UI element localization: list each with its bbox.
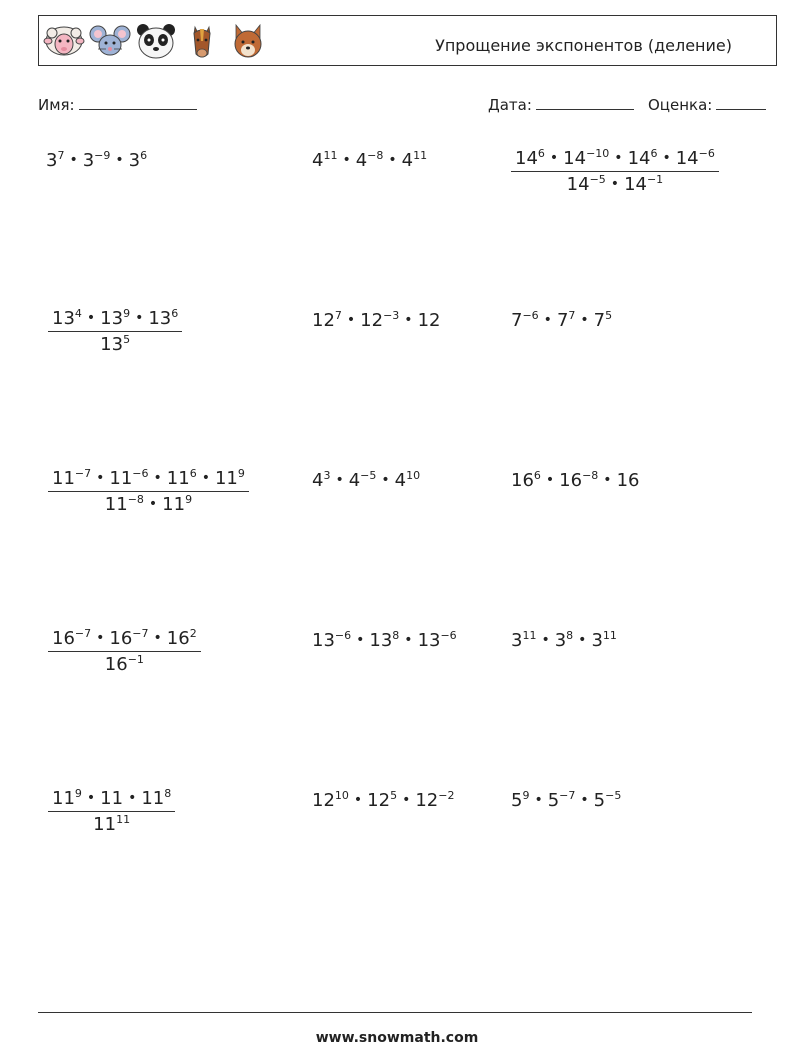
power-term <box>105 654 144 675</box>
multiply-dot: • <box>86 790 96 806</box>
power-term <box>555 630 573 651</box>
base: 12 <box>367 790 391 811</box>
fraction <box>48 788 175 835</box>
power-term <box>617 470 640 491</box>
exponent: 4 <box>74 307 82 320</box>
power-term <box>591 630 616 651</box>
exponent: 7 <box>334 309 342 322</box>
base: 14 <box>515 148 538 169</box>
power-term <box>141 788 171 809</box>
multiply-dot: • <box>128 790 137 806</box>
base: 14 <box>624 174 647 195</box>
exponent: 9 <box>522 789 530 802</box>
multiply-dot: • <box>603 472 612 488</box>
exponent: 9 <box>74 787 82 800</box>
denominator <box>48 492 249 515</box>
power-term <box>167 628 197 649</box>
exponent: −1 <box>646 173 664 186</box>
exponent: −3 <box>383 309 400 322</box>
base: 3 <box>511 630 523 651</box>
multiply-dot: • <box>545 472 555 488</box>
exponent: 11 <box>522 629 537 642</box>
exponent: 5 <box>123 333 131 346</box>
multiply-dot: • <box>335 472 344 488</box>
fraction <box>48 628 201 675</box>
multiply-dot: • <box>353 792 363 808</box>
base: 7 <box>511 310 523 331</box>
power-term <box>511 310 539 331</box>
fraction <box>511 148 719 195</box>
multiply-dot: • <box>404 312 413 328</box>
base: 4 <box>355 150 368 171</box>
power-term <box>312 790 349 811</box>
exponent: 11 <box>602 629 617 642</box>
power-term <box>395 470 420 491</box>
fox-icon <box>226 21 270 61</box>
base: 16 <box>616 470 640 491</box>
base: 16 <box>166 628 190 649</box>
exponent: −8 <box>367 149 384 162</box>
power-term <box>676 148 715 169</box>
base: 13 <box>100 308 124 329</box>
problem-12 <box>511 630 617 651</box>
power-term <box>312 470 330 491</box>
base: 11 <box>52 788 75 809</box>
base: 12 <box>312 310 335 331</box>
power-term <box>105 494 144 515</box>
base: 3 <box>128 150 141 171</box>
mouse-icon <box>88 21 132 61</box>
base: 5 <box>511 790 523 811</box>
problem-15 <box>511 790 621 811</box>
exponent: −6 <box>440 629 457 642</box>
base: 13 <box>100 334 124 355</box>
base: 4 <box>401 150 414 171</box>
multiply-dot: • <box>404 632 413 648</box>
power-term <box>100 788 123 809</box>
power-term <box>83 150 111 171</box>
power-term <box>52 468 91 489</box>
base: 5 <box>547 790 560 811</box>
multiply-dot: • <box>135 310 144 326</box>
power-term <box>415 790 454 811</box>
problem-11 <box>312 630 457 651</box>
exponent: −10 <box>586 147 610 160</box>
problem-6 <box>511 310 612 331</box>
base: 11 <box>141 788 165 809</box>
base: 11 <box>214 468 238 489</box>
exponent: −2 <box>438 789 455 802</box>
base: 4 <box>348 470 361 491</box>
multiply-dot: • <box>534 792 543 808</box>
multiply-dot: • <box>69 152 78 168</box>
power-term <box>624 174 663 195</box>
name-line <box>79 95 197 110</box>
worksheet-header <box>38 15 777 66</box>
sheep-icon <box>42 21 86 61</box>
power-term <box>312 630 351 651</box>
numerator <box>511 148 719 172</box>
exponent: −6 <box>698 147 715 160</box>
multiply-dot: • <box>388 152 397 168</box>
exponent: 2 <box>189 627 197 640</box>
power-term <box>109 628 148 649</box>
problem-8 <box>312 470 420 491</box>
problem-3 <box>511 148 719 195</box>
base: 16 <box>511 470 534 491</box>
exponent: 6 <box>650 147 658 160</box>
multiply-dot: • <box>541 632 550 648</box>
base: 14 <box>566 174 590 195</box>
exponent: 11 <box>116 813 131 826</box>
power-term <box>162 494 192 515</box>
power-term <box>418 630 457 651</box>
footer-site: www.snowmath.com <box>315 1030 479 1046</box>
base: 11 <box>166 468 190 489</box>
multiply-dot: • <box>580 312 589 328</box>
base: 13 <box>417 630 441 651</box>
base: 7 <box>593 310 606 331</box>
date-line <box>536 95 634 110</box>
base: 16 <box>109 628 133 649</box>
base: 13 <box>52 308 75 329</box>
base: 14 <box>675 148 699 169</box>
base: 4 <box>394 470 407 491</box>
multiply-dot: • <box>96 470 105 486</box>
exponent: −7 <box>132 627 149 640</box>
power-term <box>563 148 609 169</box>
power-term <box>515 148 545 169</box>
exponent: 8 <box>164 787 172 800</box>
multiply-dot: • <box>96 630 105 646</box>
power-term <box>52 788 82 809</box>
footer-divider <box>38 1012 752 1013</box>
exponent: −8 <box>127 493 144 506</box>
base: 14 <box>627 148 651 169</box>
multiply-dot: • <box>115 152 124 168</box>
denominator <box>48 652 201 675</box>
grade-label: Оценка: <box>648 96 713 114</box>
power-term <box>402 150 427 171</box>
exponent: −6 <box>522 309 539 322</box>
numerator <box>48 788 175 812</box>
power-term <box>360 310 399 331</box>
denominator <box>511 172 719 195</box>
exponent: 9 <box>185 493 193 506</box>
power-term <box>567 174 606 195</box>
exponent: −8 <box>582 469 599 482</box>
base: 16 <box>559 470 583 491</box>
base: 12 <box>415 790 439 811</box>
base: 5 <box>593 790 606 811</box>
multiply-dot: • <box>402 792 411 808</box>
exponent: 11 <box>323 149 338 162</box>
date-field <box>488 95 634 114</box>
power-term <box>52 628 91 649</box>
fraction <box>48 468 249 515</box>
exponent: −5 <box>360 469 377 482</box>
multiply-dot: • <box>381 472 390 488</box>
exponent: 6 <box>537 147 545 160</box>
multiply-dot: • <box>86 310 96 326</box>
multiply-dot: • <box>356 632 365 648</box>
fraction <box>48 308 182 355</box>
problem-10 <box>48 628 201 675</box>
power-term <box>148 308 178 329</box>
denominator <box>48 812 175 835</box>
power-term <box>511 470 541 491</box>
multiply-dot: • <box>342 152 351 168</box>
base: 3 <box>591 630 603 651</box>
base: 11 <box>52 468 75 489</box>
problem-4 <box>48 308 182 355</box>
base: 13 <box>148 308 172 329</box>
problem-1 <box>46 150 147 171</box>
base: 13 <box>312 630 335 651</box>
multiply-dot: • <box>346 312 356 328</box>
exponent: −7 <box>74 627 92 640</box>
problem-7 <box>48 468 249 515</box>
base: 11 <box>162 494 186 515</box>
power-term <box>557 310 575 331</box>
base: 16 <box>52 628 75 649</box>
name-label: Имя: <box>38 96 75 114</box>
exponent: 6 <box>171 307 179 320</box>
problem-9 <box>511 470 639 491</box>
exponent: 6 <box>140 149 148 162</box>
power-term <box>367 790 397 811</box>
exponent: 9 <box>237 467 245 480</box>
problem-14 <box>312 790 454 811</box>
power-term <box>52 308 82 329</box>
base: 14 <box>563 148 587 169</box>
power-term <box>100 308 130 329</box>
power-term <box>511 790 529 811</box>
base: 12 <box>417 310 441 331</box>
exponent: 5 <box>390 789 398 802</box>
power-term <box>312 310 342 331</box>
base: 7 <box>556 310 569 331</box>
numerator <box>48 308 182 332</box>
exponent: 9 <box>123 307 131 320</box>
multiply-dot: • <box>610 176 620 192</box>
power-term <box>628 148 658 169</box>
grade-field <box>648 95 766 114</box>
multiply-dot: • <box>543 312 552 328</box>
exponent: 10 <box>406 469 421 482</box>
exponent: 6 <box>189 467 197 480</box>
exponent: 7 <box>568 309 576 322</box>
exponent: −5 <box>589 173 606 186</box>
denominator <box>48 332 182 355</box>
power-term <box>369 630 399 651</box>
problem-5 <box>312 310 440 331</box>
base: 11 <box>100 788 124 809</box>
exponent: −6 <box>334 629 352 642</box>
base: 3 <box>554 630 567 651</box>
multiply-dot: • <box>662 150 671 166</box>
numerator <box>48 628 201 652</box>
exponent: 8 <box>566 629 574 642</box>
problem-2 <box>312 150 427 171</box>
exponent: 7 <box>57 149 65 162</box>
multiply-dot: • <box>153 470 162 486</box>
multiply-dot: • <box>578 632 587 648</box>
exponent: 11 <box>413 149 428 162</box>
multiply-dot: • <box>201 470 210 486</box>
power-term <box>356 150 384 171</box>
power-term <box>548 790 576 811</box>
multiply-dot: • <box>148 496 158 512</box>
exponent: −7 <box>559 789 576 802</box>
base: 16 <box>104 654 128 675</box>
base: 3 <box>46 150 58 171</box>
power-term <box>511 630 536 651</box>
problem-13 <box>48 788 175 835</box>
base: 12 <box>312 790 335 811</box>
exponent: 6 <box>533 469 541 482</box>
power-term <box>100 334 130 355</box>
base: 13 <box>369 630 393 651</box>
base: 3 <box>82 150 95 171</box>
horse-icon <box>180 21 224 61</box>
power-term <box>312 150 337 171</box>
power-term <box>93 814 130 835</box>
power-term <box>559 470 598 491</box>
base: 4 <box>312 150 324 171</box>
base: 11 <box>93 814 117 835</box>
base: 12 <box>360 310 384 331</box>
power-term <box>167 468 197 489</box>
power-term <box>215 468 245 489</box>
exponent: −1 <box>127 653 144 666</box>
worksheet-title: Упрощение экспонентов (деление) <box>435 36 732 55</box>
power-term <box>46 150 64 171</box>
multiply-dot: • <box>614 150 623 166</box>
exponent: 3 <box>323 469 331 482</box>
base: 11 <box>104 494 128 515</box>
exponent: 10 <box>334 789 349 802</box>
power-term <box>109 468 148 489</box>
animal-icons <box>42 21 270 61</box>
power-term <box>594 790 622 811</box>
date-label: Дата: <box>488 96 532 114</box>
exponent: 8 <box>392 629 400 642</box>
exponent: −5 <box>605 789 622 802</box>
multiply-dot: • <box>549 150 559 166</box>
exponent: −6 <box>132 467 149 480</box>
power-term <box>418 310 441 331</box>
exponent: −9 <box>94 149 111 162</box>
multiply-dot: • <box>580 792 589 808</box>
power-term <box>594 310 612 331</box>
numerator <box>48 468 249 492</box>
base: 4 <box>312 470 324 491</box>
power-term <box>349 470 377 491</box>
name-field <box>38 95 197 114</box>
base: 11 <box>109 468 133 489</box>
exponent: 5 <box>605 309 613 322</box>
power-term <box>129 150 147 171</box>
multiply-dot: • <box>153 630 162 646</box>
exponent: −7 <box>74 467 92 480</box>
grade-line <box>716 95 766 110</box>
panda-icon <box>134 21 178 61</box>
